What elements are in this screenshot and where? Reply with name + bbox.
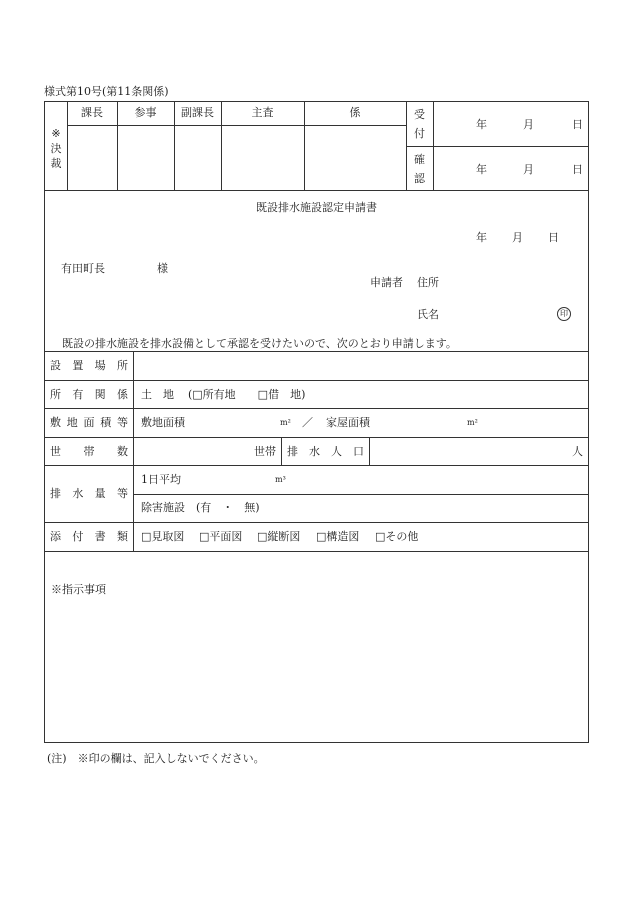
floor-area-unit: m² [467, 418, 478, 427]
attachment-sketch-checkbox[interactable]: □見取図 [141, 530, 185, 543]
attachment-other-checkbox[interactable]: □その他 [375, 530, 419, 543]
name-label: 氏名 [417, 308, 439, 321]
households-field[interactable] [134, 438, 254, 464]
seal-icon: 印 [557, 307, 571, 321]
site-area-unit: m² [280, 418, 291, 427]
header-deputy-chief: 副課長 [181, 106, 214, 119]
households-label: 世 帯 数 [50, 445, 128, 458]
attachment-structure-checkbox[interactable]: □構造図 [316, 530, 360, 543]
removal-facility[interactable]: 除害施設 (有 ・ 無) [141, 501, 260, 514]
header-staff: 係 [349, 106, 361, 119]
footnote: (注) ※印の欄は、記入しないでください。 [47, 752, 265, 765]
population-field[interactable] [370, 438, 565, 464]
area-separator: ／ [302, 416, 313, 429]
instructions-area[interactable] [46, 600, 586, 740]
addressee: 有田町長 [61, 262, 105, 275]
header-supervisor: 主査 [251, 106, 274, 119]
location-field[interactable] [134, 352, 588, 380]
location-label: 設 置 場 所 [50, 359, 128, 372]
population-label: 排 水 人 口 [287, 445, 364, 458]
instructions-label: ※指示事項 [51, 583, 106, 596]
application-statement: 既設の排水施設を排水設備として承認を受けたいので、次のとおり申請します。 [62, 337, 457, 350]
header-section-chief: 課長 [81, 106, 103, 119]
floor-area-label: 家屋面積 [326, 416, 370, 429]
ownership-label: 所 有 関 係 [50, 388, 128, 401]
applicant-label: 申請者 [370, 276, 403, 289]
area-label: 敷 地 面 積 等 [50, 416, 128, 429]
approval-marker: ※ 決 裁 [50, 127, 62, 170]
daily-average-label: 1日平均 [141, 473, 181, 486]
households-unit: 世帯 [254, 445, 276, 458]
attachment-plan-checkbox[interactable]: □平面図 [199, 530, 243, 543]
drainage-label: 排 水 量 等 [50, 487, 128, 500]
header-councilor: 参事 [134, 106, 157, 119]
confirm-label: 確 認 [414, 153, 425, 185]
receipt-label: 受 付 [414, 108, 425, 140]
daily-average-unit: m³ [275, 475, 286, 484]
honorific: 様 [157, 262, 168, 275]
ownership-land-label: 土 地 [141, 388, 174, 401]
ownership-options[interactable]: (□所有地 □借 地) [188, 388, 306, 401]
form-number: 様式第10号(第11条関係) [44, 85, 169, 98]
address-label: 住所 [417, 276, 439, 289]
page-title: 既設排水施設認定申請書 [256, 201, 377, 214]
site-area-label: 敷地面積 [141, 416, 185, 429]
attachments-label: 添 付 書 類 [50, 530, 128, 543]
population-unit: 人 [572, 445, 583, 458]
attachment-profile-checkbox[interactable]: □縦断図 [257, 530, 301, 543]
